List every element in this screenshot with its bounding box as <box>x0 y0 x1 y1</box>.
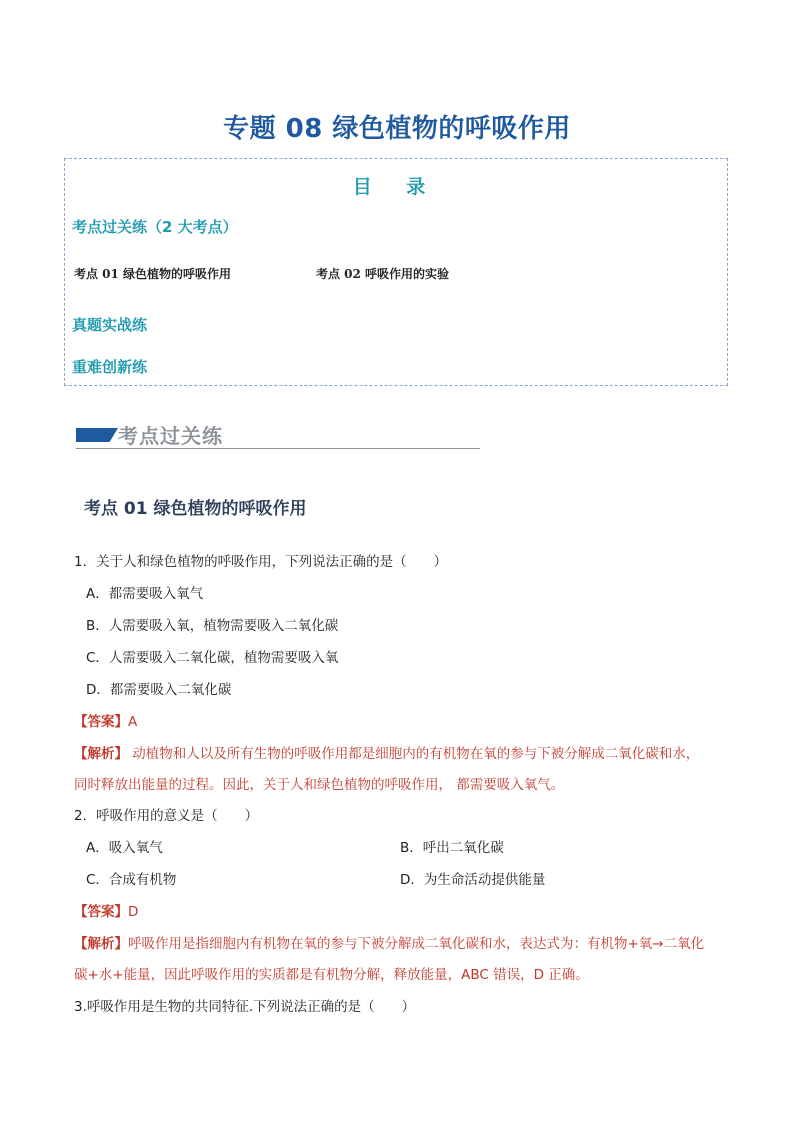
toc-item-innovation[interactable]: 重难创新练 <box>72 358 148 376</box>
answer-label: 【答案】 <box>74 904 128 920</box>
analysis-text-line2: 碳+水+能量，因此呼吸作用的实质都是有机物分解，释放能量，ABC 错误，D 正确。 <box>74 967 589 983</box>
banner-underline <box>76 448 480 449</box>
question-2-option-c: C．合成有机物 <box>86 872 177 888</box>
question-1-option-b: B．人需要吸入氧，植物需要吸入二氧化碳 <box>86 618 339 634</box>
question-1-option-d: D．都需要吸入二氧化碳 <box>86 682 232 698</box>
analysis-label: 【解析】 <box>74 746 128 762</box>
analysis-text-line2: 同时释放出能量的过程。因此，关于人和绿色植物的呼吸作用， 都需要吸入氧气。 <box>74 777 565 793</box>
toc-heading: 目 录 <box>352 176 440 198</box>
toc-subitem-02[interactable]: 考点 02 呼吸作用的实验 <box>316 267 450 281</box>
analysis-label: 【解析】 <box>74 936 128 952</box>
question-2-option-d: D．为生命活动提供能量 <box>400 872 546 888</box>
question-1-option-a: A．都需要吸入氧气 <box>86 586 204 602</box>
toc-subitem-01[interactable]: 考点 01 绿色植物的呼吸作用 <box>74 267 232 281</box>
question-2-stem: 2．呼吸作用的意义是（ ） <box>74 808 259 824</box>
question-1-analysis <box>74 742 699 762</box>
section-banner: 考点过关练 <box>118 424 223 448</box>
question-3-stem: 3.呼吸作用是生物的共同特征.下列说法正确的是（ ） <box>74 999 416 1015</box>
question-1-option-c: C．人需要吸入二氧化碳，植物需要吸入氧 <box>86 650 339 666</box>
question-1-stem: 1．关于人和绿色植物的呼吸作用，下列说法正确的是（ ） <box>74 554 448 570</box>
banner-accent-bar <box>76 428 118 442</box>
analysis-text-line1: 动植物和人以及所有生物的呼吸作用都是细胞内的有机物在氧的参与下被分解成二氧化碳和水， <box>128 746 700 762</box>
answer-value: D <box>128 904 139 920</box>
document-title: 专题 08 绿色植物的呼吸作用 <box>223 114 571 144</box>
answer-label: 【答案】 <box>74 714 128 730</box>
question-1-answer <box>74 710 137 730</box>
answer-value: A <box>128 714 138 730</box>
analysis-text-line1: 呼吸作用是指细胞内有机物在氧的参与下被分解成二氧化碳和水，表达式为：有机物+氧→二氧化 <box>128 936 705 952</box>
question-2-analysis <box>74 932 704 952</box>
question-2-option-b: B．呼出二氧化碳 <box>400 840 504 856</box>
section-title: 考点 01 绿色植物的呼吸作用 <box>84 499 307 519</box>
toc-item-real-exam[interactable]: 真题实战练 <box>72 316 148 334</box>
question-2-answer <box>74 900 138 920</box>
question-2-option-a: A．吸入氧气 <box>86 840 163 856</box>
toc-item-topic-drill[interactable]: 考点过关练（2 大考点） <box>72 218 238 236</box>
